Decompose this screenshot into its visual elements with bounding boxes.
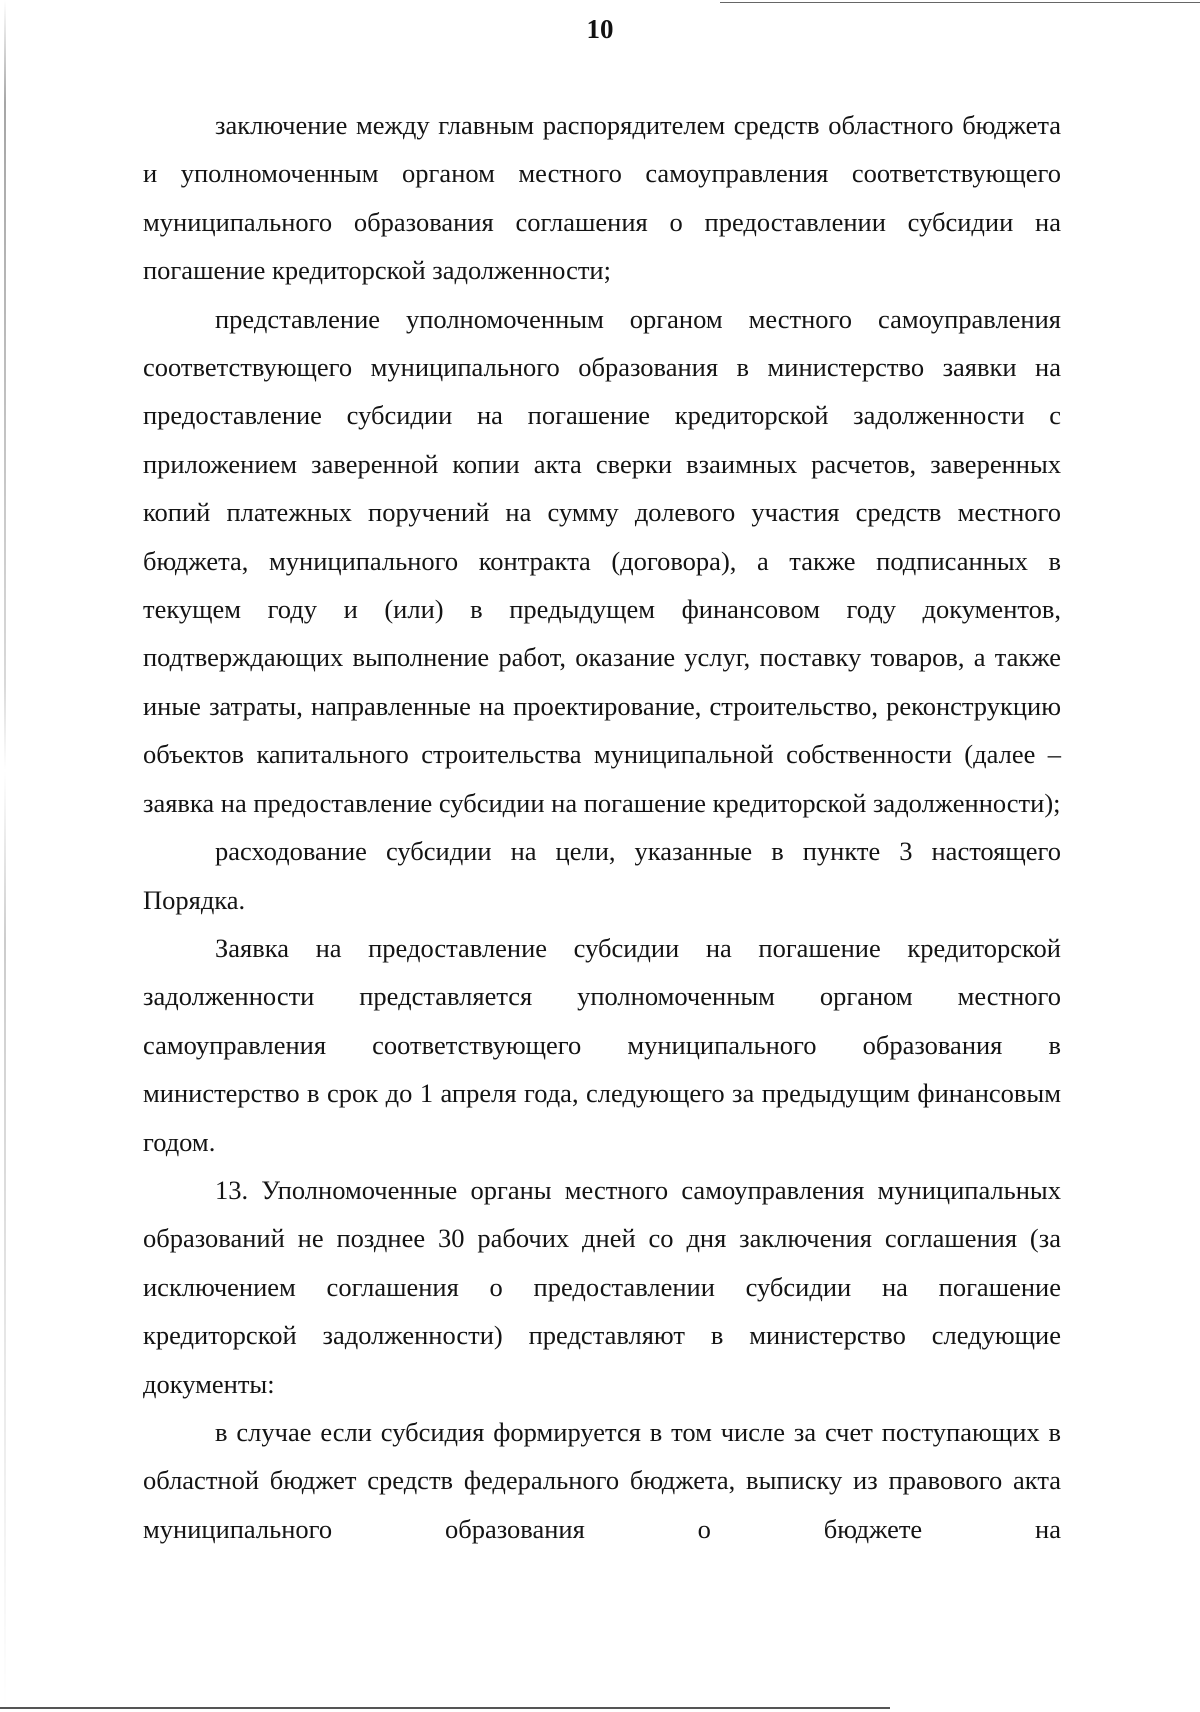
document-body [143,101,1061,1553]
paragraph-application-deadline: Заявка на предоставление субсидии на погашение кредиторской задолженности представляется уполномоченным органом местного самоуправления соответствующего муниципального образования в министерство в срок до 1 апреля года, следующего за предыдущим финансовым годом. [143,932,1061,1157]
paragraph-spending: расходование субсидии на цели, указанные в пункте 3 настоящего Порядка. [143,836,1061,915]
page-number: 10 [586,14,614,44]
paragraph-application-submission: представление уполномоченным органом местного самоуправления соответствующего муниципального образования в министерство заявки на предоставление субсидии на погашение кредиторской задолженности с приложением заверенной копии акта сверки взаимных расчетов, заверенных копий платежных поручений на сумму долевого участия средств местного бюджета, муниципального контракта (договора), а также подписанных в текущем году и (или) в предыдущем финансовом году документов, подтверждающих выполнение работ, оказание услуг, поставку товаров, а также иные затраты, направленные на проектирование, строительство, реконструкцию объектов капитального строительства муниципальной собственности (далее – заявка на предоставление субсидии на погашение кредиторской задолженности); [143,303,1061,818]
scan-bottom-line-artifact [0,1707,890,1709]
paragraph-item-13: 13. Уполномоченные органы местного самоуправления муниципальных образований не позднее 30 рабочих дней со дня заключения соглашения (за исключением соглашения о предоставлении субсидии на погашение кредиторской задолженности) представляют в министерство следующие документы: [143,1174,1061,1399]
scan-top-line-artifact [720,2,1200,3]
scan-edge-artifact [4,0,6,1712]
paragraph-agreement: заключение между главным распорядителем средств областного бюджета и уполномоченным органом местного самоуправления соответствующего муниципального образования соглашения о предоставлении субсидии на погашение кредиторской задолженности; [143,110,1061,286]
paragraph-federal-funds: в случае если субсидия формируется в том числе за счет поступающих в областной бюджет средств федерального бюджета, выписку из правового акта муниципального образования о бюджете на [143,1416,1061,1544]
